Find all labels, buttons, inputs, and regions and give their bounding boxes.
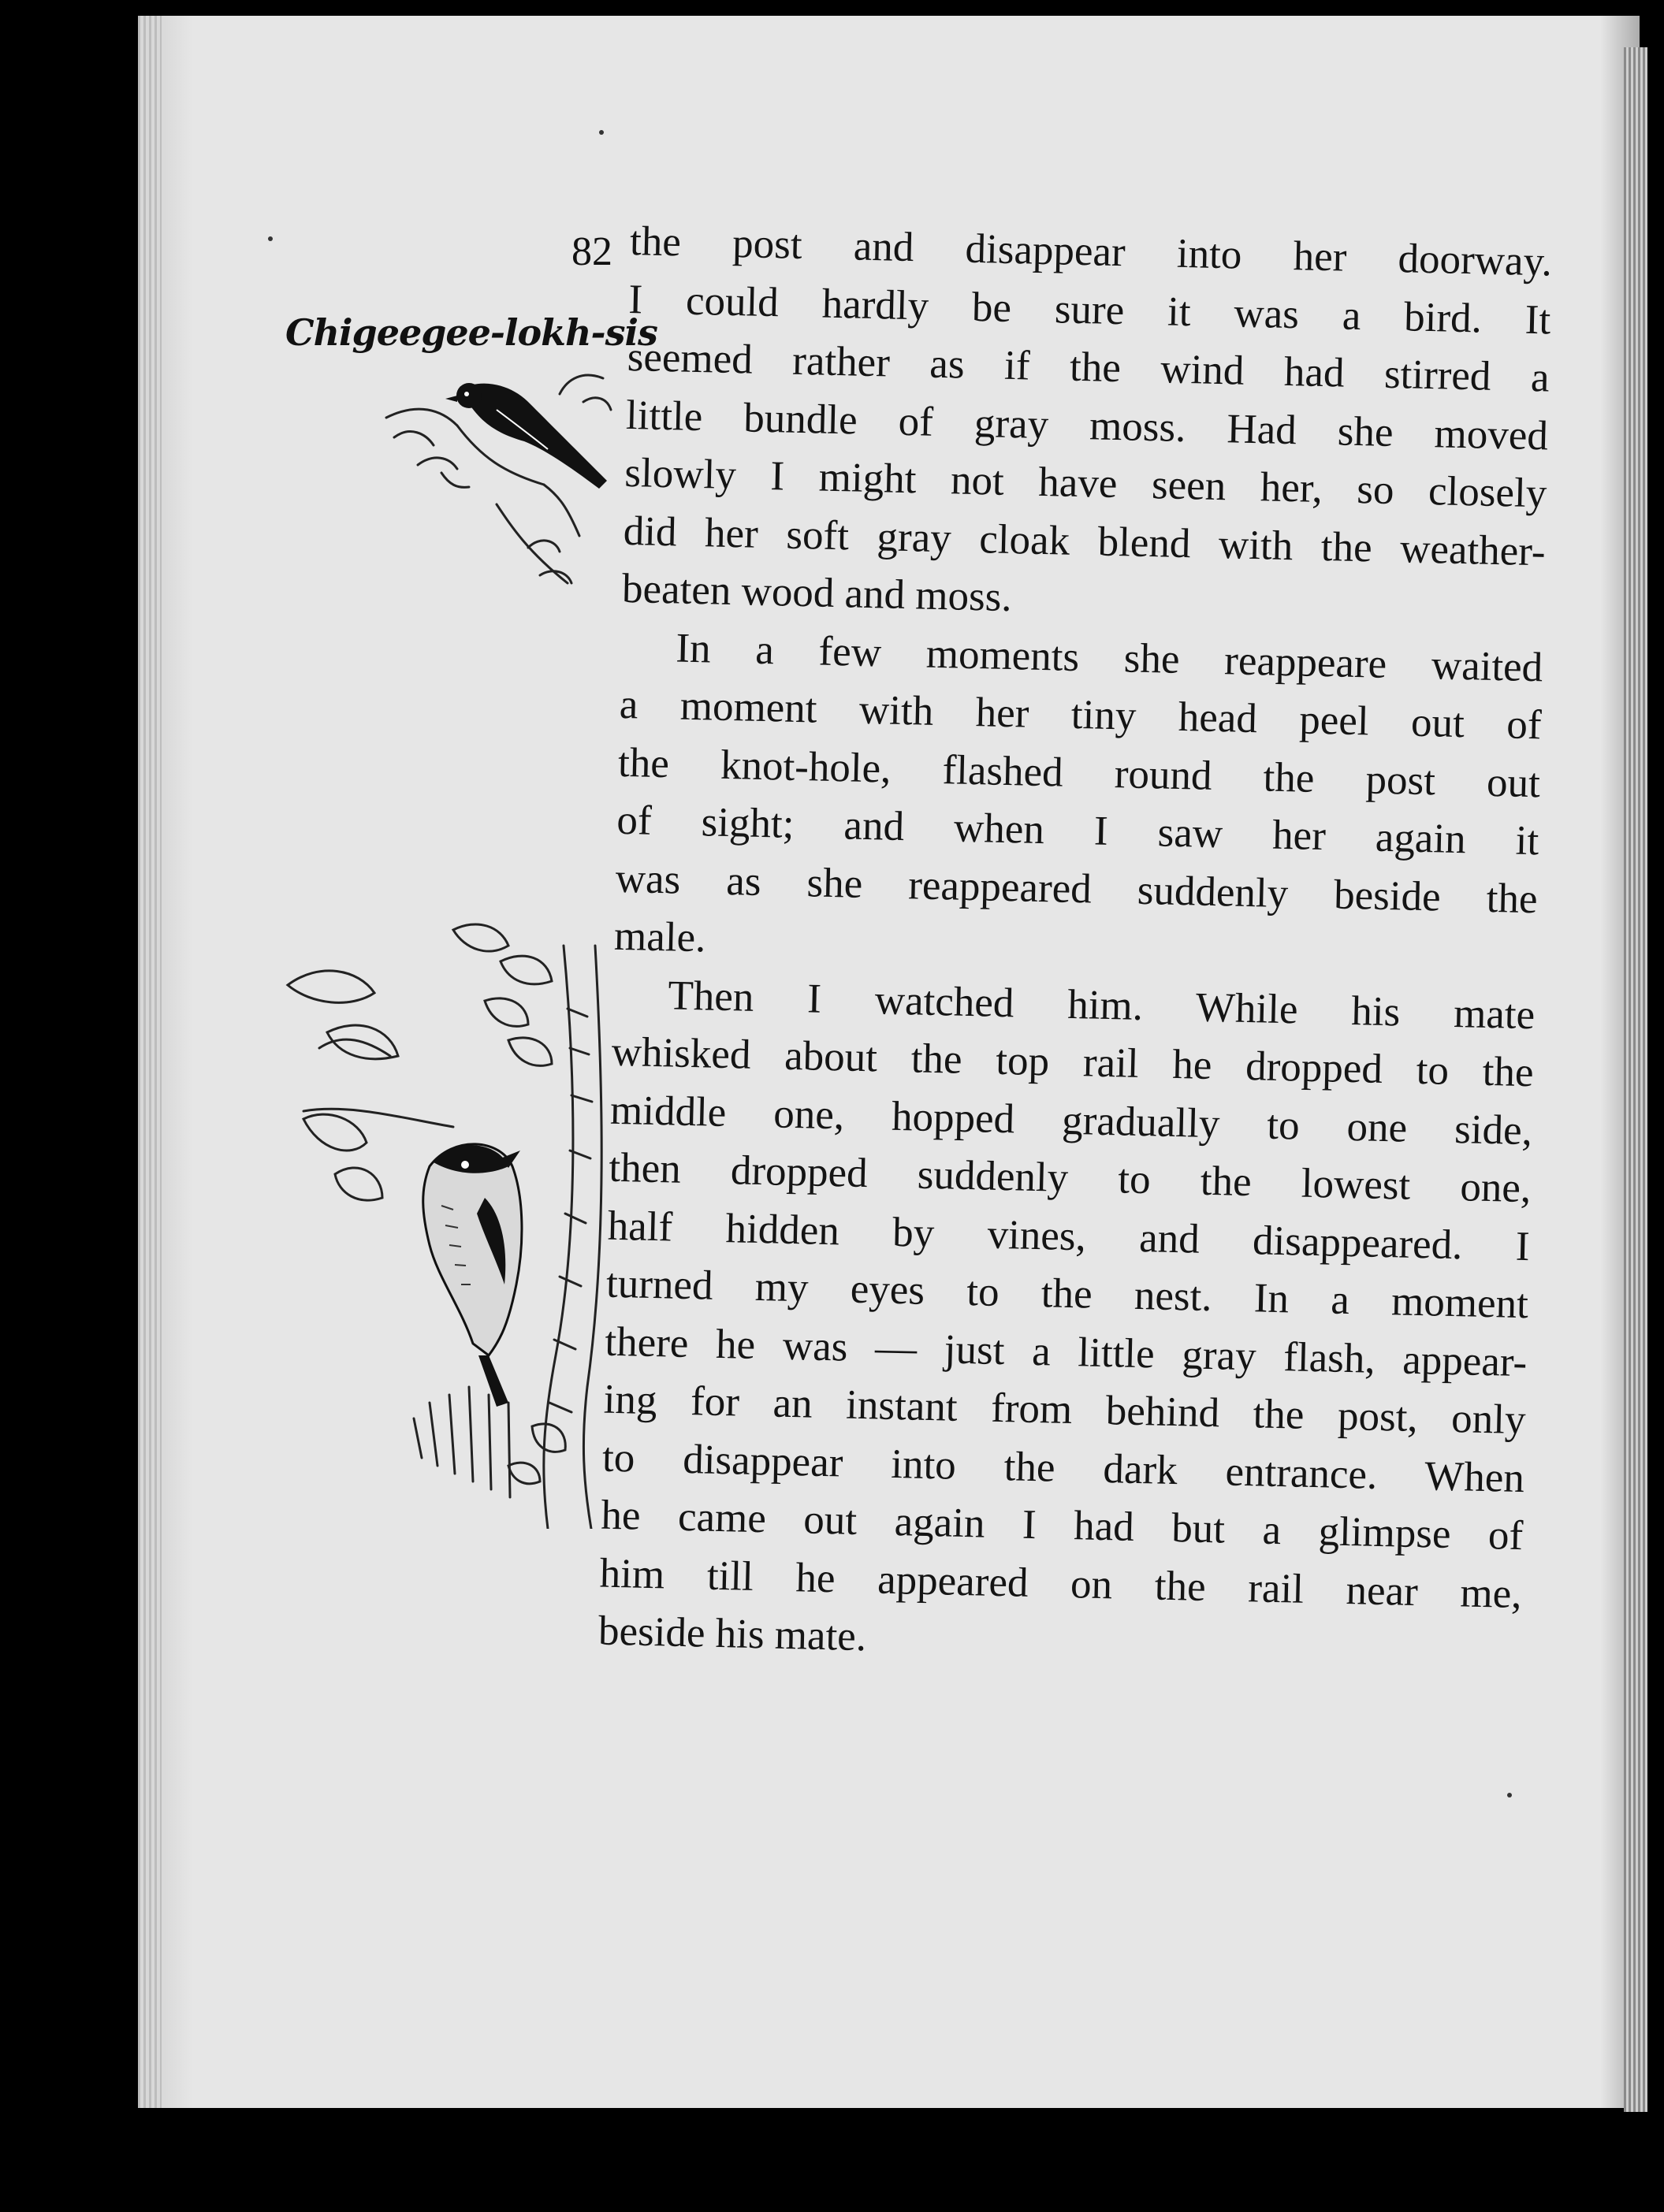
text-line: turned my eyes to the nest. In a moment <box>605 1260 1529 1328</box>
text-line: ing for an instant from behind the post, only <box>603 1376 1527 1444</box>
speck <box>268 236 273 241</box>
text-line: I could hardly be sure it was a bird. It <box>627 276 1551 344</box>
bird-on-tree-trunk-icon <box>272 914 627 1529</box>
text-line: was as she reappeared suddenly beside the <box>615 855 1539 922</box>
text-line: slowly I might not have seen her, so closely <box>624 449 1547 517</box>
bird-on-branch-icon <box>370 347 631 607</box>
text-line: middle one, hopped gradually to one side, <box>609 1087 1533 1154</box>
text-line: there he was — just a little gray flash, appear- <box>604 1318 1528 1385</box>
paragraph-start-line: Then I watched him. While his mate <box>667 972 1536 1038</box>
text-line: of sight; and when I saw her again it <box>616 797 1539 864</box>
speck <box>599 130 604 135</box>
text-line: a moment with her tiny head peel out of <box>619 681 1543 749</box>
text-line: half hidden by vines, and disappeared. I <box>607 1203 1531 1270</box>
text-line: he came out again I had but a glimpse of <box>600 1492 1524 1560</box>
text-line: beaten wood and moss. <box>621 565 1013 621</box>
page-right-edge <box>1624 47 1647 2112</box>
text-line: whisked about the top rail he dropped to the <box>611 1028 1535 1096</box>
running-head: Chigeegee-lokh-sis <box>285 311 657 354</box>
body-text <box>597 213 1552 1682</box>
text-line: little bundle of gray moss. Had she moved <box>625 392 1549 459</box>
paragraph-start-line: In a few moments she reappeare waited <box>675 624 1543 690</box>
text-line: him till he appeared on the rail near me, <box>599 1550 1523 1617</box>
text-line: male. <box>613 913 707 961</box>
text-line: beside his mate. <box>597 1608 867 1660</box>
speck <box>1507 1793 1512 1797</box>
text-line: did her soft gray cloak blend with the weather- <box>623 507 1547 574</box>
text-line: seemed rather as if the wind had stirred a <box>627 333 1550 401</box>
text-line: the knot-hole, flashed round the post out <box>617 739 1541 806</box>
text-line: then dropped suddenly to the lowest one, <box>608 1144 1532 1212</box>
text-line: the post and disappear into her doorway. <box>629 217 1553 285</box>
page-left-edge <box>138 16 162 2108</box>
text-line: to disappear into the dark entrance. When <box>601 1434 1525 1501</box>
page-number: 82 <box>571 229 612 274</box>
